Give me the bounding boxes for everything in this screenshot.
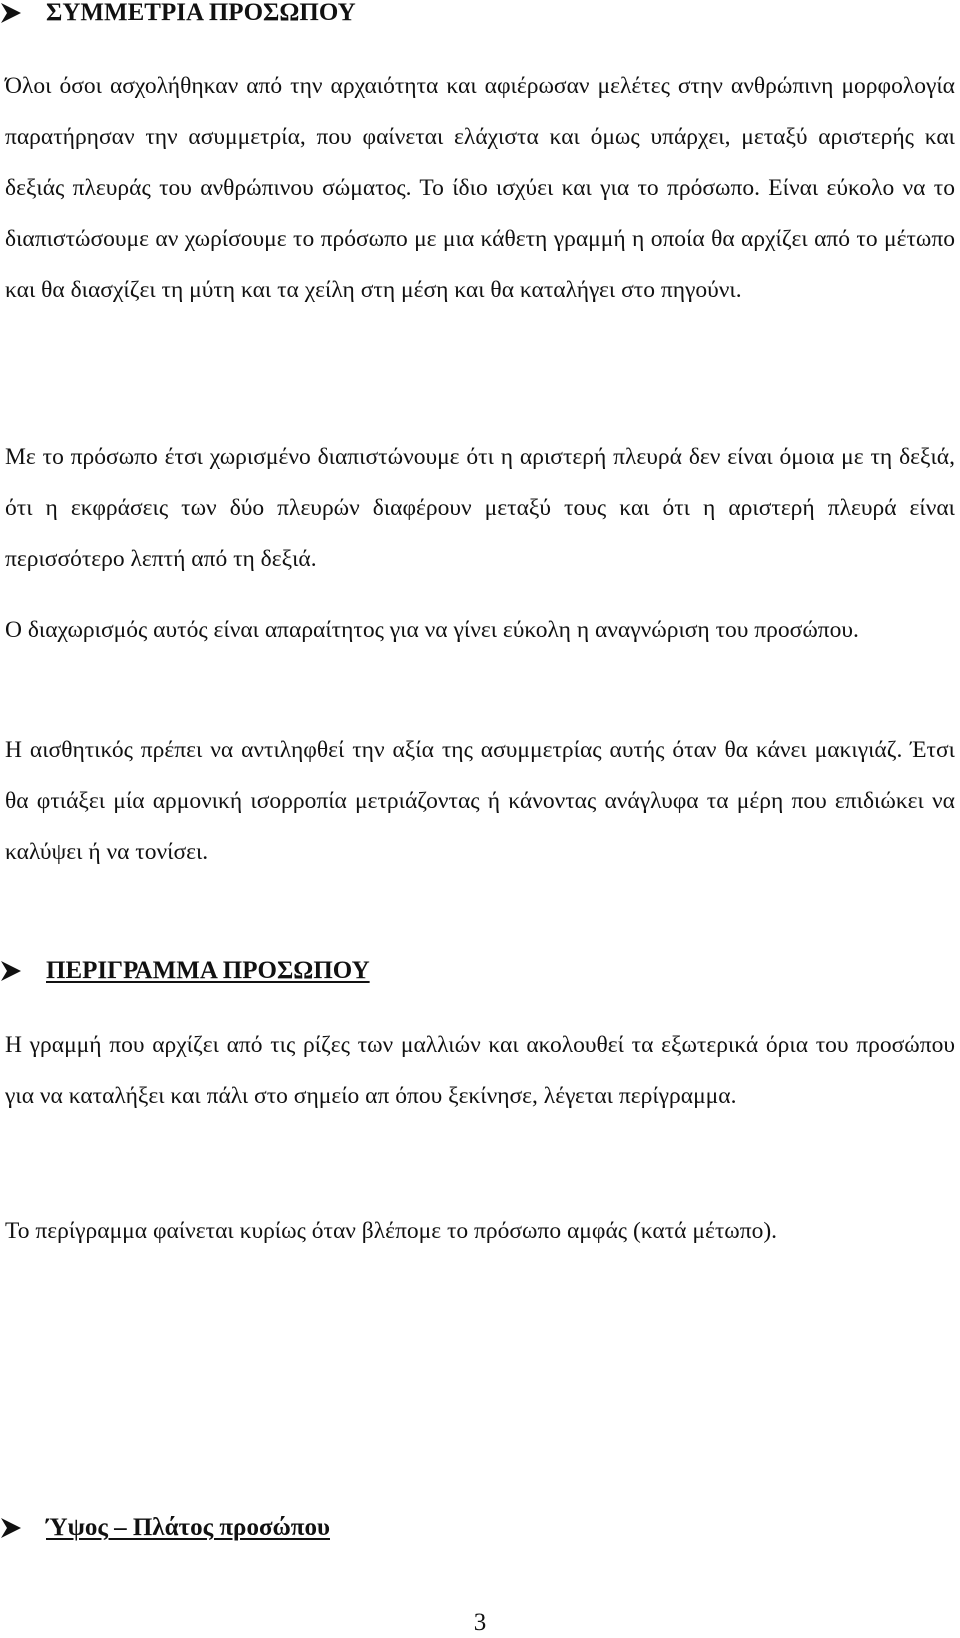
paragraph-separation: Ο διαχωρισμός αυτός είναι απαραίτητος για να γίνει εύκολη η αναγνώριση του προσώπου. <box>5 617 859 643</box>
heading-title: Ύψος – Πλάτος προσώπου <box>46 1514 330 1541</box>
paragraph-symmetry-intro: Όλοι όσοι ασχολήθηκαν από την αρχαιότητα και αφιέρωσαν μελέτες στην ανθρώπινη μορφολογία παρατήρησαν την ασυμμετρία, που φαίνεται ελάχιστα και όμως υπάρχει, μεταξύ αριστερής και δεξιάς πλευράς του ανθρώπινου σώματος. Το ίδιο ισχύει και για το πρόσωπο. Είναι εύκολο να το διαπιστώσουμε αν χωρίσουμε το πρόσωπο με μια κάθετη γραμμή η οποία θα αρχίζει από το μέτωπο και θα διασχίζει τη μύτη και τα χείλη στη μέση και θα καταλήγει στο πηγούνι. <box>5 73 955 303</box>
heading-title: ΣΥΜΜΕΤΡΙΑ ΠΡΟΣΩΠΟΥ <box>46 0 356 26</box>
heading-height-width <box>0 1513 330 1543</box>
paragraph-outline-definition: Η γραμμή που αρχίζει από τις ρίζες των μαλλιών και ακολουθεί τα εξωτερικά όρια του προσώπου για να καταλήξει και πάλι στο σημείο απ όπου ξεκίνησε, λέγεται περίγραμμα. <box>5 1032 955 1109</box>
paragraph-outline-front: Το περίγραμμα φαίνεται κυρίως όταν βλέπομε το πρόσωπο αμφάς (κατά μέτωπο). <box>5 1218 778 1244</box>
paragraph-divided-face: Με το πρόσωπο έτσι χωρισμένο διαπιστώνουμε ότι η αριστερή πλευρά δεν είναι όμοια με τη δεξιά, ότι η εκφράσεις των δύο πλευρών διαφέρουν μεταξύ τους και ότι η αριστερή πλευρά είναι περισσότερο λεπτή από τη δεξιά. <box>5 444 955 572</box>
arrowhead-bullet-icon <box>0 2 22 24</box>
heading-title: ΠΕΡΙΓΡΑΜΜΑ ΠΡΟΣΩΠΟΥ <box>46 957 370 984</box>
page-number: 3 <box>473 1609 487 1636</box>
paragraph-beautician: Η αισθητικός πρέπει να αντιληφθεί την αξία της ασυμμετρίας αυτής όταν θα κάνει μακιγιάζ. Έτσι θα φτιάξει μία αρμονική ισορροπία μετριάζοντας ή κάνοντας ανάγλυφα τα μέρη που επιδιώκει να καλύψει ή να τονίσει. <box>5 737 955 865</box>
heading-outline <box>0 956 370 986</box>
arrowhead-bullet-icon <box>0 960 22 982</box>
heading-symmetry <box>0 0 356 28</box>
arrowhead-bullet-icon <box>0 1517 22 1539</box>
